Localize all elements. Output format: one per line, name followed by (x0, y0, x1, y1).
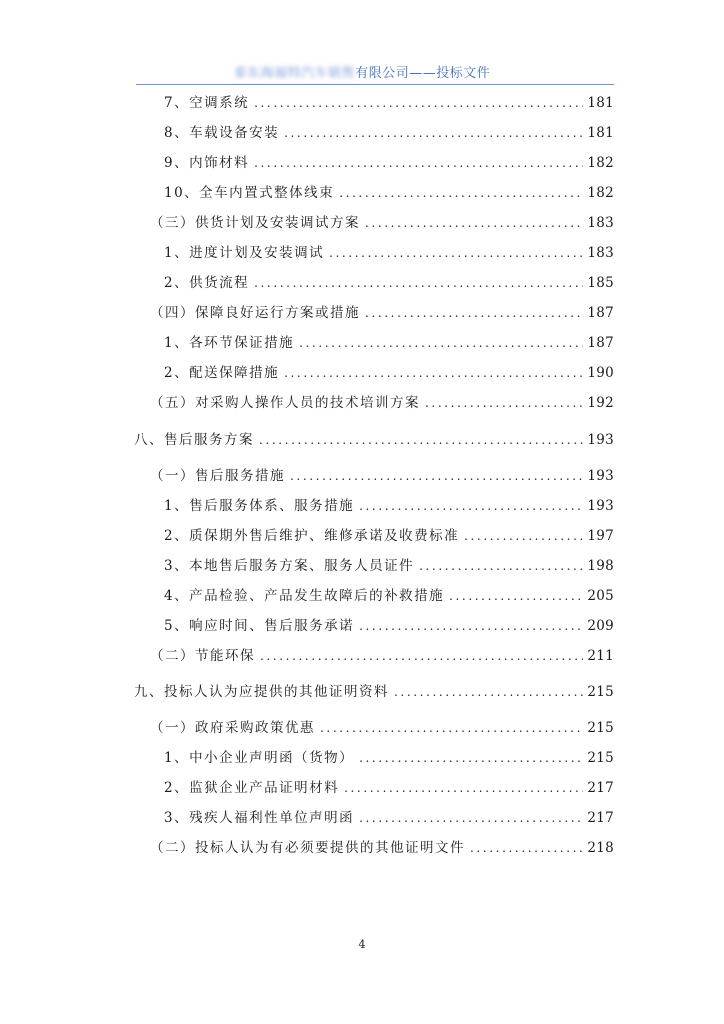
toc-entry-label: 八、售后服务方案 (134, 432, 254, 448)
toc-leader-dots (284, 363, 583, 383)
toc-leader-dots (254, 273, 583, 293)
toc-leader-dots (254, 93, 583, 113)
toc-entry-page: 181 (587, 125, 614, 141)
toc-leader-dots (290, 466, 583, 486)
toc-entry-page: 181 (587, 95, 614, 111)
toc-entry-label: 2、供货流程 (164, 275, 250, 291)
toc-leader-dots (359, 748, 583, 768)
toc-leader-dots (365, 303, 583, 323)
toc-entry[interactable] (164, 93, 614, 113)
toc-entry-label: （二）节能环保 (150, 648, 255, 664)
toc-leader-dots (464, 526, 583, 546)
toc-entry-label: （二）投标人认为有必须要提供的其他证明文件 (150, 840, 465, 856)
toc-entry-page: 217 (587, 780, 614, 796)
toc-entry-page: 215 (587, 684, 614, 700)
toc-leader-dots (365, 213, 583, 233)
toc-entry[interactable] (164, 123, 614, 143)
toc-entry[interactable] (164, 273, 614, 293)
toc-entry[interactable] (164, 496, 614, 516)
toc-entry-label: 九、投标人认为应提供的其他证明资料 (134, 684, 389, 700)
toc-entry-page: 198 (587, 558, 614, 574)
toc-entry-label: 1、进度计划及安装调试 (164, 245, 325, 261)
toc-leader-dots (339, 183, 583, 203)
toc-entry-page: 197 (587, 528, 614, 544)
toc-leader-dots (449, 586, 583, 606)
toc-leader-dots (470, 838, 583, 858)
toc-entry[interactable] (150, 213, 614, 233)
toc-entry-label: 4、产品检验、产品发生故障后的补救措施 (164, 588, 445, 604)
toc-entry[interactable] (164, 153, 614, 173)
toc-entry-label: 5、响应时间、售后服务承诺 (164, 618, 355, 634)
toc-entry[interactable] (164, 748, 614, 768)
toc-entry-label: （五）对采购人操作人员的技术培训方案 (150, 395, 420, 411)
toc-entry[interactable] (150, 718, 614, 738)
toc-entry[interactable] (150, 466, 614, 486)
toc-entry[interactable] (164, 616, 614, 636)
toc-leader-dots (254, 153, 583, 173)
toc-entry-page: 205 (587, 588, 614, 604)
toc-entry[interactable] (164, 183, 614, 203)
toc-entry[interactable] (134, 682, 614, 702)
toc-leader-dots (259, 430, 583, 450)
toc-entry[interactable] (164, 526, 614, 546)
toc-entry-page: 182 (587, 155, 614, 171)
toc-leader-dots (329, 243, 583, 263)
toc-entry[interactable] (150, 303, 614, 323)
toc-entry[interactable] (164, 808, 614, 828)
toc-entry-page: 185 (587, 275, 614, 291)
toc-entry-label: （四）保障良好运行方案或措施 (150, 305, 360, 321)
toc-entry-label: 9、内饰材料 (164, 155, 250, 171)
toc-leader-dots (359, 496, 583, 516)
toc-entry-page: 187 (587, 335, 614, 351)
toc-leader-dots (299, 333, 583, 353)
toc-entry-page: 211 (587, 648, 614, 664)
toc-entry-label: 1、中小企业声明函（货物） (164, 750, 355, 766)
toc-entry-label: （一）政府采购政策优惠 (150, 720, 315, 736)
toc-entry-page: 187 (587, 305, 614, 321)
toc-entry-page: 183 (587, 215, 614, 231)
toc-leader-dots (284, 123, 583, 143)
toc-entry-page: 217 (587, 810, 614, 826)
toc-entry[interactable] (164, 363, 614, 383)
toc-entry-page: 190 (587, 365, 614, 381)
toc-entry-label: 2、质保期外售后维护、维修承诺及收费标准 (164, 528, 460, 544)
toc-leader-dots (419, 556, 583, 576)
toc-leader-dots (425, 393, 583, 413)
toc-entry-label: 7、空调系统 (164, 95, 250, 111)
toc-entry[interactable] (150, 646, 614, 666)
page-number-footer: 4 (358, 938, 366, 951)
toc-entry-page: 183 (587, 245, 614, 261)
toc-leader-dots (260, 646, 583, 666)
toc-entry-page: 182 (587, 185, 614, 201)
toc-entry[interactable] (164, 586, 614, 606)
toc-entry-page: 215 (587, 720, 614, 736)
toc-entry-page: 193 (587, 432, 614, 448)
toc-entry[interactable] (150, 838, 614, 858)
toc-entry[interactable] (164, 556, 614, 576)
toc-entry[interactable] (164, 243, 614, 263)
toc-entry-label: （一）售后服务措施 (150, 468, 285, 484)
toc-entry-label: 2、配送保障措施 (164, 365, 280, 381)
toc-entry-page: 218 (587, 840, 614, 856)
toc-leader-dots (359, 616, 583, 636)
toc-entry-label: 10、全车内置式整体线束 (164, 185, 335, 201)
toc-entry-label: 2、监狱企业产品证明材料 (164, 780, 340, 796)
toc-entry-page: 193 (587, 498, 614, 514)
toc-entry-page: 215 (587, 750, 614, 766)
toc-entry-page: 209 (587, 618, 614, 634)
toc-entry[interactable] (164, 333, 614, 353)
toc-entry[interactable] (164, 778, 614, 798)
header-company-blurred: 泰东海福特汽车销售 (233, 66, 356, 81)
toc-leader-dots (394, 682, 583, 702)
toc-entry-label: 1、各环节保证措施 (164, 335, 295, 351)
toc-entry-label: 8、车载设备安装 (164, 125, 280, 141)
header-title: 有限公司——投标文件 (355, 66, 491, 81)
toc-entry-label: 1、售后服务体系、服务措施 (164, 498, 355, 514)
toc-leader-dots (359, 808, 583, 828)
toc-entry-page: 193 (587, 468, 614, 484)
toc-leader-dots (344, 778, 583, 798)
toc-leader-dots (320, 718, 583, 738)
toc-entry-label: 3、本地售后服务方案、服务人员证件 (164, 558, 415, 574)
toc-entry-label: 3、残疾人福利性单位声明函 (164, 810, 355, 826)
toc-entry-page: 192 (587, 395, 614, 411)
toc-entry-label: （三）供货计划及安装调试方案 (150, 215, 360, 231)
toc-entry[interactable] (134, 430, 614, 450)
toc-entry[interactable] (150, 393, 614, 413)
